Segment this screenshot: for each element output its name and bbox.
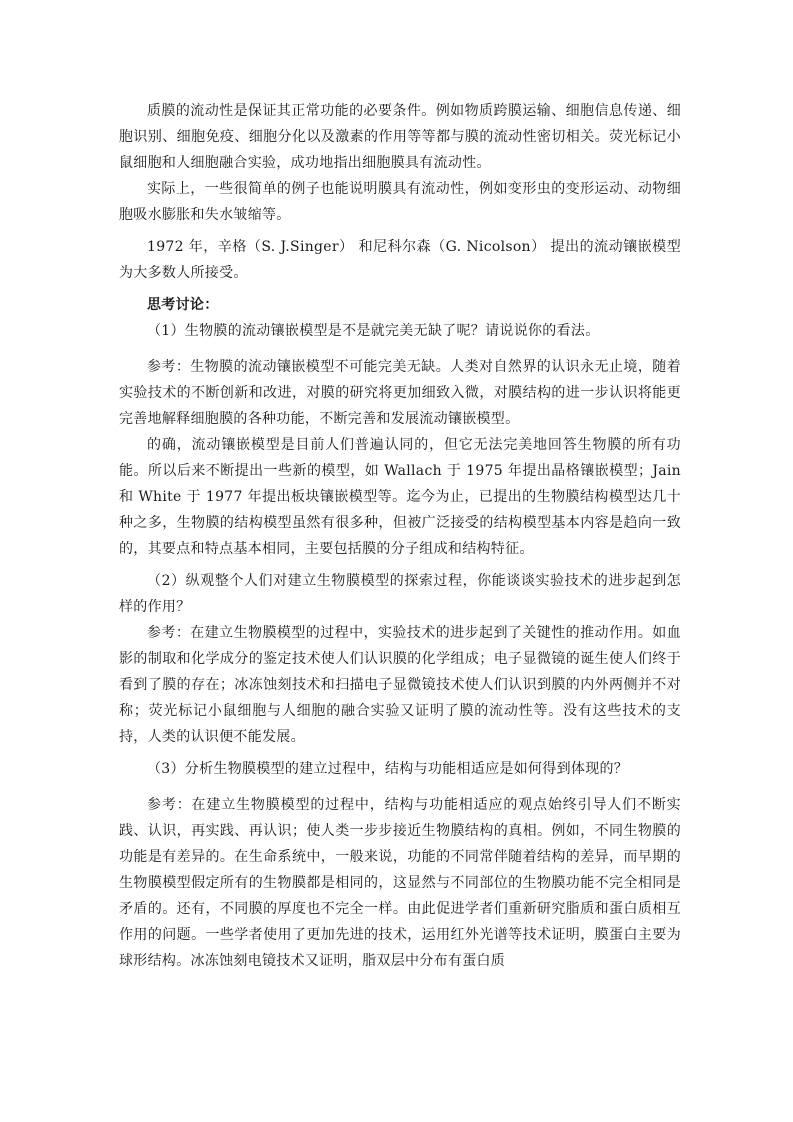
paragraph-membrane-fluidity: 质膜的流动性是保证其正常功能的必要条件。例如物质跨膜运输、细胞信息传递、细胞识别、细胞免疫、细胞分化以及激素的作用等等都与膜的流动性密切相关。荧光标记小鼠细胞和人细胞融合实验，成功地指出细胞膜具有流动性。 xyxy=(119,103,681,171)
answer-2: 参考：在建立生物膜模型的过程中，实验技术的进步起到了关键性的推动作用。如血影的制取和化学成分的鉴定技术使人们认识膜的化学组成；电子显微镜的诞生使人们终于看到了膜的存在；冰冻蚀刻技术和扫描电子显微镜技术使人们认识到膜的内外两侧并不对称；荧光标记小鼠细胞与人细胞的融合实验又证明了膜的流动性等。没有这些技术的支持，人类的认识便不能发展。 xyxy=(119,625,681,745)
question-3: （3）分析生物膜模型的建立过程中，结构与功能相适应是如何得到体现的？ xyxy=(147,761,629,777)
question-2: （2）纵观整个人们对建立生物膜模型的探索过程，你能谈谈实验技术的进步起到怎样的作用？ xyxy=(119,573,681,615)
answer-3: 参考：在建立生物膜模型的过程中，结构与功能相适应的观点始终引导人们不断实践、认识，再实践、再认识；使人类一步步接近生物膜结构的真相。例如，不同生物膜的功能是有差异的。在生命系统中，一般来说，功能的不同常伴随着结构的差异，而早期的生物膜模型假定所有的生物膜都是相同的，这显然与不同部位的生物膜功能不完全相同是矛盾的。还有，不同膜的厚度也不完全一样。由此促进学者们重新研究脂质和蛋白质相互作用的问题。一些学者使用了更加先进的技术，运用红外光谱等技术证明，膜蛋白主要为球形结构。冰冻蚀刻电镜技术又证明，脂双层中分布有蛋白质 xyxy=(119,797,681,969)
document-body xyxy=(119,98,681,974)
section-heading-discussion: 思考讨论： xyxy=(147,297,219,313)
answer-1: 参考：生物膜的流动镶嵌模型不可能完美无缺。人类对自然界的认识永无止境，随着实验技术的不断创新和改进，对膜的研究将更加细致入微，对膜结构的进一步认识将能更完善地解释细胞膜的各种功能，不断完善和发展流动镶嵌模型。 xyxy=(119,359,681,427)
question-1: （1）生物膜的流动镶嵌模型是不是就完美无缺了呢？请说说你的看法。 xyxy=(147,323,600,339)
paragraph-singer-nicolson: 1972 年，辛格（S. J.Singer） 和尼科尔森（G. Nicolson） 提出的流动镶嵌模型为大多数人所接受。 xyxy=(119,239,681,281)
paragraph-other-models: 的确，流动镶嵌模型是目前人们普遍认同的，但它无法完美地回答生物膜的所有功能。所以后来不断提出一些新的模型，如 Wallach 于 1975 年提出晶格镶嵌模型；Jain 和 White 于 1977 年提出板块镶嵌模型等。迄今为止，已提出的生物膜结构模型达几十种之多，生物膜的结构模型虽然有很多种，但被广泛接受的结构模型基本内容是趋向一致的，其要点和特点基本相同，主要包括膜的分子组成和结构特征。 xyxy=(119,437,681,557)
paragraph-examples: 实际上，一些很简单的例子也能说明膜具有流动性，例如变形虫的变形运动、动物细胞吸水膨胀和失水皱缩等。 xyxy=(119,181,681,223)
